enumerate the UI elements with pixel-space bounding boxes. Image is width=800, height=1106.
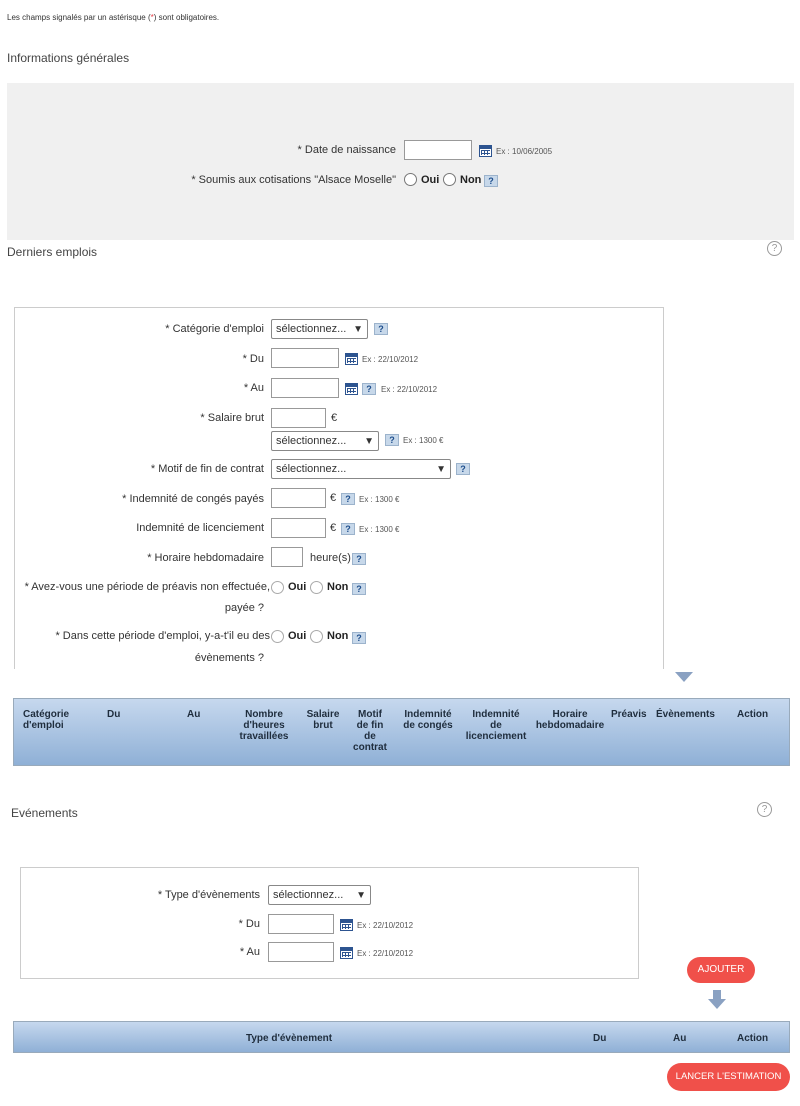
th-paid-leave: Indemnité de congés [403,709,453,731]
th-event-from: Du [593,1033,607,1044]
salary-period-value: sélectionnez... [276,435,347,447]
calendar-icon[interactable] [340,947,353,959]
job-to-input[interactable] [271,378,339,398]
weekly-hours-unit: heure(s) [310,552,351,564]
th-action: Action [737,709,769,720]
end-reason-value: sélectionnez... [276,463,347,475]
section-title-general: Informations générales [7,51,130,65]
th-from: Du [107,709,121,720]
alsace-no-radio[interactable] [443,173,456,186]
job-from-label: * Du [242,353,264,365]
arrow-down-icon [708,990,726,1010]
job-to-hint: Ex : 22/10/2012 [381,385,438,394]
birth-date-hint: Ex : 10/06/2005 [496,147,553,156]
launch-estimation-button[interactable]: LANCER L'ESTIMATION [667,1063,790,1091]
event-type-select[interactable] [268,885,371,905]
notice-label-cont: payée ? [224,602,264,614]
th-severance: Indemnité de licenciement [465,709,527,742]
chevron-down-icon: ▼ [436,463,446,475]
severance-input[interactable] [271,518,326,538]
event-from-hint: Ex : 22/10/2012 [357,921,414,930]
help-icon[interactable]: ? [352,583,366,595]
th-gross-salary: Salaire brut [306,709,340,731]
alsace-yes-radio[interactable] [404,173,417,186]
paid-leave-unit: € [330,492,337,504]
help-icon[interactable]: ? [352,553,366,565]
help-icon[interactable]: ? [341,523,355,535]
job-category-value: sélectionnez... [276,323,347,335]
chevron-down-icon: ▼ [353,323,363,335]
th-event-action: Action [737,1033,769,1044]
help-icon[interactable]: ? [341,493,355,505]
add-button[interactable]: AJOUTER [687,957,755,983]
salary-unit: € [331,412,338,424]
weekly-hours-input[interactable] [271,547,303,567]
arrow-down-icon [675,672,693,682]
event-type-label: * Type d'évènements [157,889,260,901]
chevron-down-icon: ▼ [364,435,374,447]
th-event-to: Au [673,1033,687,1044]
paid-leave-hint: Ex : 1300 € [359,495,400,504]
notice-yes-label: Oui [288,581,307,593]
job-category-select[interactable] [271,319,368,339]
job-from-input[interactable] [271,348,339,368]
help-icon[interactable]: ? [456,463,470,475]
help-icon[interactable]: ? [385,434,399,446]
help-icon[interactable]: ? [484,175,498,187]
calendar-icon[interactable] [479,145,492,157]
salary-hint: Ex : 1300 € [403,436,444,445]
help-icon[interactable]: ? [362,383,376,395]
weekly-hours-label: * Horaire hebdomadaire [147,552,264,564]
general-panel [7,83,794,240]
events-no-radio[interactable] [310,630,323,643]
jobs-form-panel [14,307,664,669]
events-help-circle-icon[interactable]: ? [757,802,772,817]
help-icon[interactable]: ? [352,632,366,644]
events-question-label-cont: évènements ? [194,652,264,664]
section-title-jobs: Derniers emplois [7,245,98,259]
events-no-label: Non [327,630,349,642]
alsace-no-label: Non [460,174,482,186]
salary-input[interactable] [271,408,326,428]
th-notice: Préavis [611,709,647,720]
th-event-type: Type d'évènement [246,1033,333,1044]
chevron-down-icon: ▼ [356,889,366,901]
notice-yes-radio[interactable] [271,581,284,594]
events-yes-label: Oui [288,630,307,642]
calendar-icon[interactable] [345,383,358,395]
job-to-label: * Au [243,382,264,394]
end-reason-label: * Motif de fin de contrat [150,463,264,475]
jobs-help-circle-icon[interactable]: ? [767,241,782,256]
th-weekly-hours: Horaire hebdomadaire [535,709,605,731]
events-table-header [13,1021,790,1053]
paid-leave-label: * Indemnité de congés payés [122,493,264,505]
notice-no-label: Non [327,581,349,593]
birth-date-input[interactable] [404,140,472,160]
th-events: Évènements [656,709,715,720]
birth-date-label: * Date de naissance [297,144,396,156]
job-from-hint: Ex : 22/10/2012 [362,355,419,364]
alsace-moselle-label: * Soumis aux cotisations "Alsace Moselle" [191,174,396,186]
help-icon[interactable]: ? [374,323,388,335]
event-to-input[interactable] [268,942,334,962]
th-end-reason: Motif de fin de contrat [353,709,387,753]
job-category-label: * Catégorie d'emploi [165,323,264,335]
notice-no-radio[interactable] [310,581,323,594]
alsace-yes-label: Oui [421,174,440,186]
end-reason-select[interactable] [271,459,451,479]
events-yes-radio[interactable] [271,630,284,643]
events-question-label: * Dans cette période d'emploi, y-a-t'il eu des [55,630,270,642]
event-from-label: * Du [238,918,260,930]
th-hours-worked: Nombre d'heures travaillées [239,709,289,742]
calendar-icon[interactable] [340,919,353,931]
event-to-label: * Au [239,946,260,958]
salary-label: * Salaire brut [200,412,264,424]
notice-label: * Avez-vous une période de préavis non effectuée, [24,581,270,593]
salary-period-select[interactable] [271,431,379,451]
severance-label: Indemnité de licenciement [136,522,264,534]
severance-unit: € [330,522,337,534]
calendar-icon[interactable] [345,353,358,365]
event-type-value: sélectionnez... [273,889,344,901]
event-to-hint: Ex : 22/10/2012 [357,949,414,958]
jobs-table-header [13,698,790,766]
severance-hint: Ex : 1300 € [359,525,400,534]
section-title-events: Evénements [11,806,78,820]
mandatory-note: Les champs signalés par un astérisque (*) sont obligatoires. [7,13,220,22]
paid-leave-input[interactable] [271,488,326,508]
th-category: Catégorie d'emploi [23,709,70,731]
event-from-input[interactable] [268,914,334,934]
th-to: Au [187,709,201,720]
